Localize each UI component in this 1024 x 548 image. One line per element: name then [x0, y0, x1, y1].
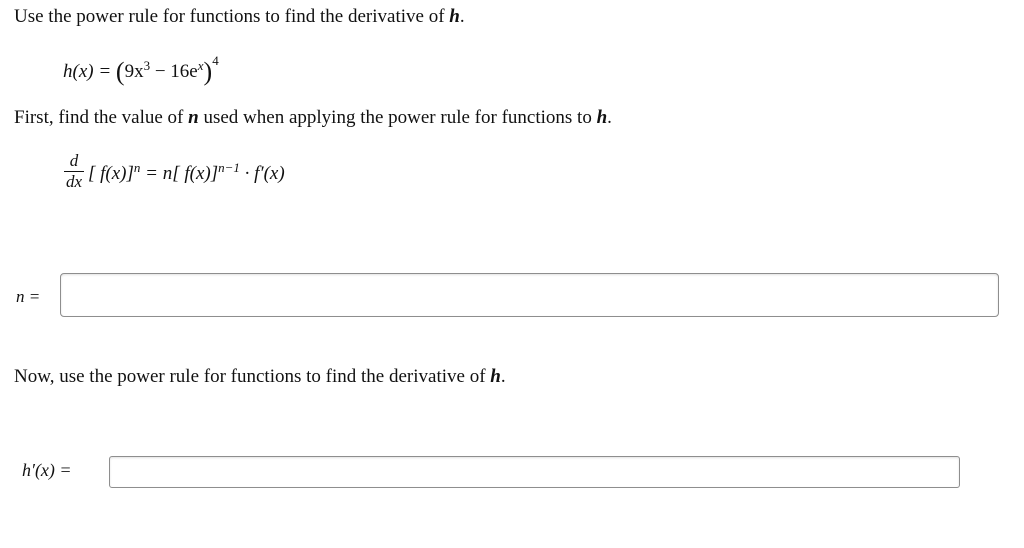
rule-rhs: = n[ f(x)]	[140, 163, 219, 184]
step2-suffix: .	[500, 366, 506, 387]
step1-var-n: n	[188, 107, 199, 128]
step1-var-h: h	[596, 107, 608, 128]
term-9x: 9x	[124, 61, 144, 82]
step1-suffix: .	[607, 107, 612, 128]
exponent-x: x	[197, 58, 204, 73]
step1-middle: used when applying the power rule for functions to	[198, 107, 597, 128]
instruction-suffix: .	[459, 6, 465, 27]
rule-lhs-exponent: n	[133, 160, 141, 175]
fraction-numerator: d	[69, 151, 79, 170]
rule-tail: · f′(x)	[239, 163, 285, 184]
step1-instruction	[14, 107, 612, 129]
power-rule-formula	[88, 160, 285, 185]
rule-lhs: [ f(x)]	[88, 163, 134, 184]
instruction-var-h: h	[449, 6, 460, 27]
derivative-fraction	[64, 152, 84, 191]
h-prime-answer-input[interactable]	[109, 456, 960, 488]
open-paren: (	[115, 57, 125, 86]
step2-var-h: h	[490, 366, 501, 387]
fraction-denominator: dx	[65, 172, 83, 191]
function-definition	[63, 53, 219, 87]
step1-prefix: First, find the value of	[14, 107, 189, 128]
term-16e: − 16e	[150, 61, 198, 82]
step2-instruction	[14, 366, 506, 388]
outer-exponent: 4	[212, 53, 219, 68]
exponent-3: 3	[143, 58, 151, 73]
close-paren: )	[203, 57, 213, 86]
function-lhs: h(x) =	[63, 61, 116, 82]
step2-prefix: Now, use the power rule for functions to find the derivative of	[14, 366, 491, 387]
instruction-text	[14, 6, 465, 28]
n-answer-input[interactable]	[60, 273, 999, 317]
instruction-prefix: Use the power rule for functions to find the derivative of	[14, 6, 450, 27]
h-prime-label: h′(x) =	[22, 460, 72, 480]
rule-rhs-exponent: n−1	[218, 160, 240, 175]
n-label: n =	[16, 287, 41, 306]
